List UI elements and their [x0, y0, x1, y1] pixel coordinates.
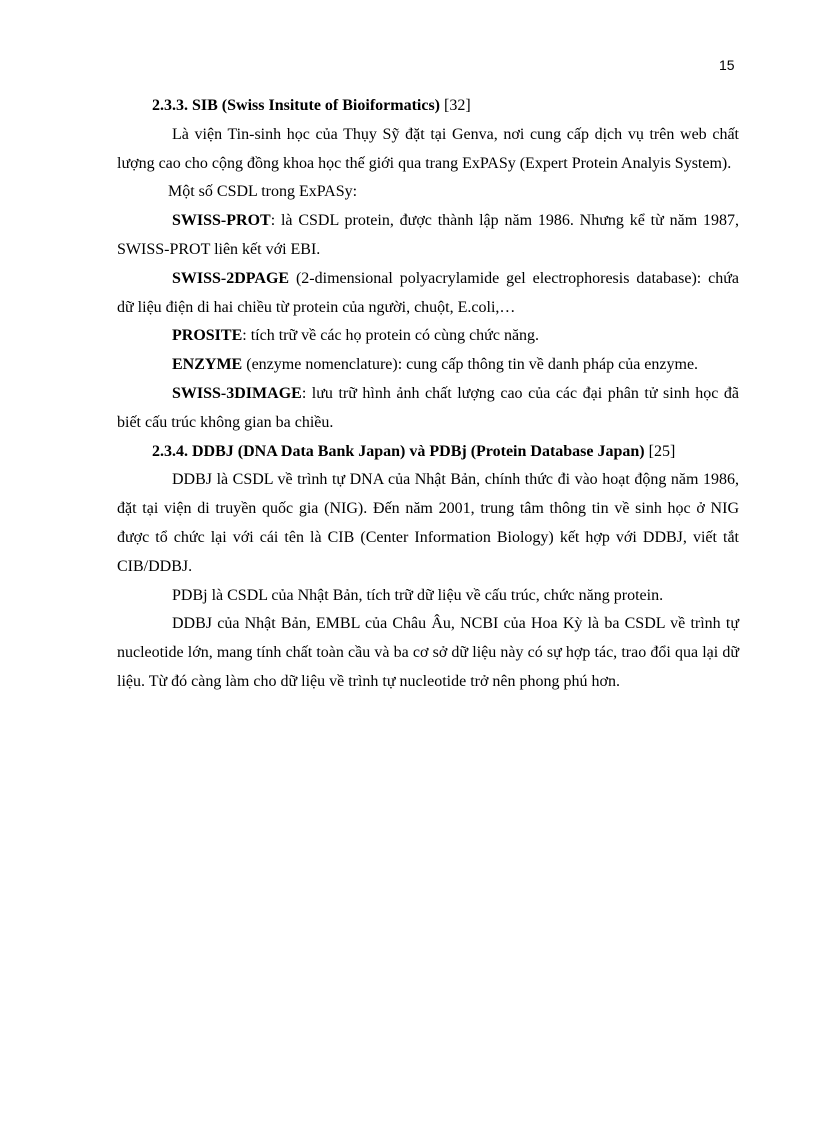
- collaboration-paragraph: DDBJ của Nhật Bản, EMBL của Châu Âu, NCBI của Hoa Kỳ là ba CSDL về trình tự nucleotide lớn, mang tính chất toàn cầu và ba cơ sở dữ liệu này có sự hợp tác, trao đổi qua lại dữ liệu. Từ đó càng làm cho dữ liệu về trình tự nucleotide trở nên phong phú hơn.: [117, 615, 739, 690]
- section-number: 2.3.3.: [152, 97, 188, 114]
- database-name: ENZYME: [172, 356, 243, 374]
- database-entry-swiss-prot: [117, 207, 739, 265]
- section-title: SIB (Swiss Insitute of Bioiformatics): [192, 97, 441, 114]
- section-title: DDBJ (DNA Data Bank Japan) và PDBj (Protein Database Japan): [192, 442, 645, 460]
- document-body: [117, 92, 739, 697]
- database-description: (2-dimensional polyacrylamide gel electrophoresis database): chứa dữ liệu điện di hai chiều từ protein của người, chuột, E.coli,…: [117, 269, 739, 316]
- database-description: : tích trữ về các họ protein có cùng chức năng.: [242, 327, 540, 345]
- database-name: SWISS-3DIMAGE: [172, 384, 302, 402]
- section-heading-sib: [117, 92, 739, 121]
- database-name: PROSITE: [172, 327, 243, 345]
- database-entry-enzyme: [117, 351, 739, 380]
- section-number: 2.3.4.: [152, 442, 188, 460]
- database-description: : là CSDL protein, được thành lập năm 1986. Nhưng kể từ năm 1987, SWISS-PROT liên kết với EBI.: [117, 212, 739, 258]
- database-name: SWISS-2DPAGE: [172, 269, 290, 287]
- database-entry-prosite: [117, 322, 739, 351]
- page-number: 15: [719, 57, 735, 73]
- database-entry-swiss-2dpage: [117, 265, 739, 323]
- database-entry-swiss-3dimage: [117, 380, 739, 438]
- sib-intro-paragraph: Là viện Tin-sinh học của Thụy Sỹ đặt tại Genva, nơi cung cấp dịch vụ trên web chất lượng cao cho cộng đồng khoa học thế giới qua trang ExPASy (Expert Protein Analyis System).: [117, 125, 739, 172]
- ddbj-paragraph: DDBJ là CSDL về trình tự DNA của Nhật Bản, chính thức đi vào hoạt động năm 1986, đặt tại viện di truyền quốc gia (NIG). Đến năm 2001, trung tâm thông tin về sinh học ở NIG được tổ chức lại với cái tên là CIB (Center Information Biology) kết hợp với DDBJ, viết tắt CIB/DDBJ.: [117, 471, 739, 575]
- section-reference: [25]: [648, 442, 676, 460]
- section-reference: [32]: [444, 97, 471, 114]
- database-description: (enzyme nomenclature): cung cấp thông tin về danh pháp của enzyme.: [242, 356, 699, 374]
- database-description: : lưu trữ hình ảnh chất lượng cao của các đại phân tử sinh học đã biết cấu trúc không gian ba chiều.: [117, 384, 739, 431]
- database-list-intro: Một số CSDL trong ExPASy:: [168, 183, 358, 201]
- pdbj-paragraph: PDBj là CSDL của Nhật Bản, tích trữ dữ liệu về cấu trúc, chức năng protein.: [172, 586, 664, 604]
- database-name: SWISS-PROT: [172, 212, 271, 230]
- section-heading-ddbj: [117, 438, 739, 467]
